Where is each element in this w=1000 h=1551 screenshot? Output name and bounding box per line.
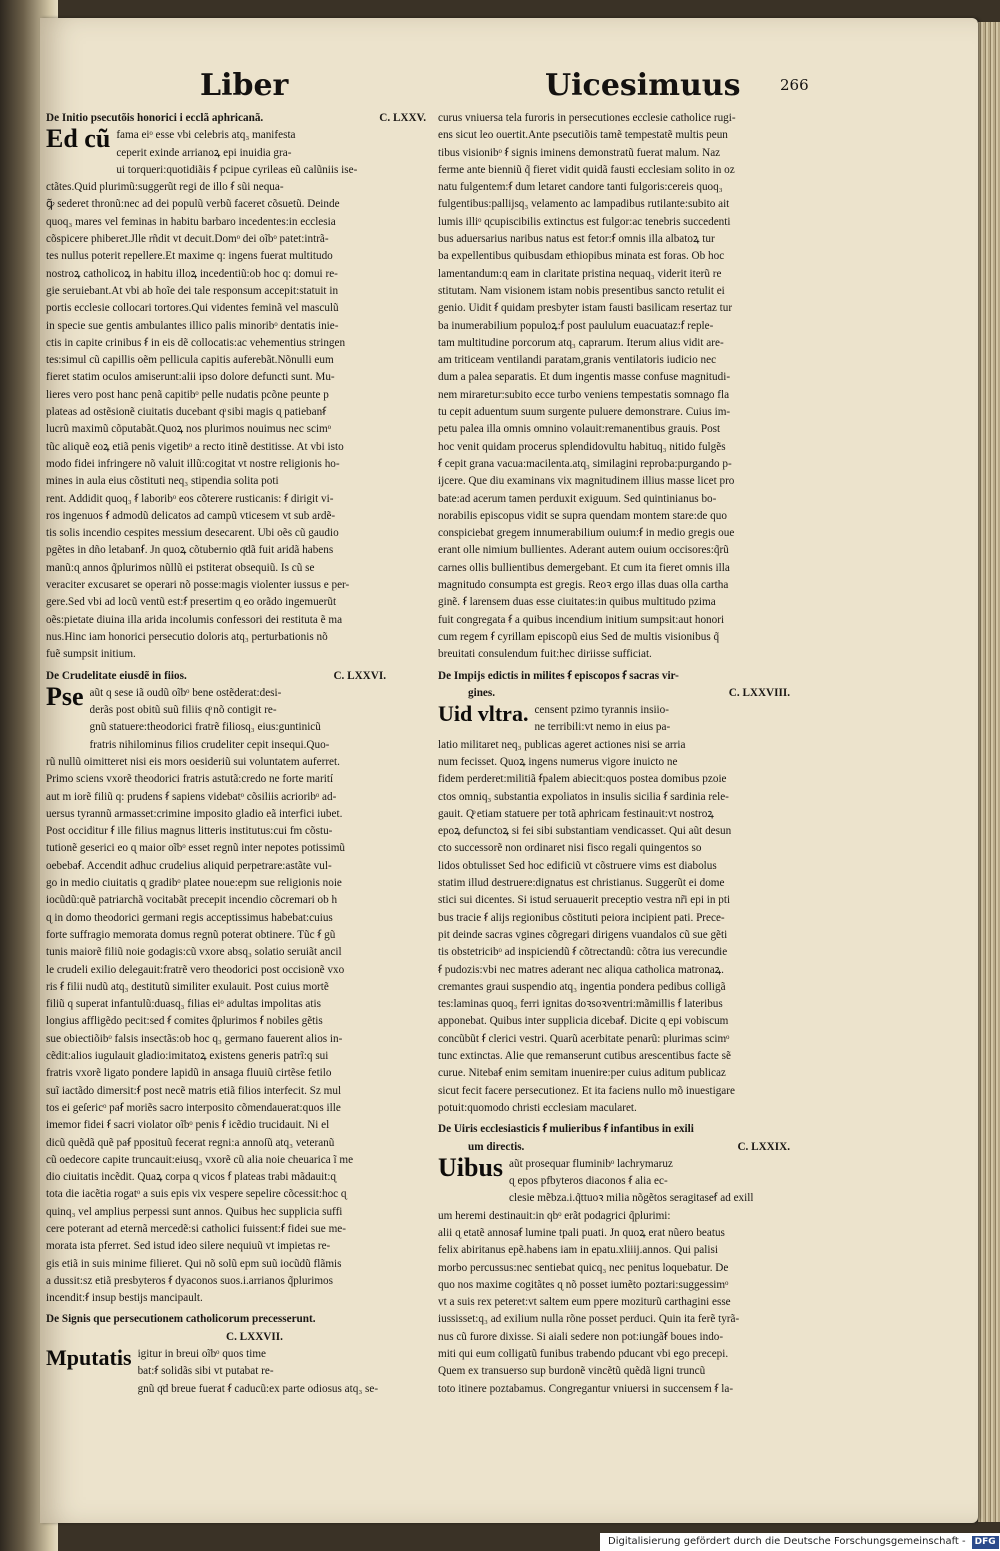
- text-line: quinq₃ vel amplius perpessi sunt annos. Quibus hec supplicia suffi: [46, 1205, 343, 1218]
- text-line: ros ingenuos ẜ admodũ delicatos ad campũ vticesem vt sub ardẽ-: [46, 509, 336, 522]
- text-line: le crudeli exilio delegauit:fratrẽ vero theodorici post occisionẽ vxo: [46, 963, 345, 976]
- text-line: tu cepit aduentum suum surgente puluere demonstrare. Cuius im-: [438, 406, 731, 419]
- footer-text: Digitalisierung gefördert durch die Deutsche Forschungsgemeinschaft -: [608, 1536, 966, 1547]
- chapter-title: De Crudelitate eiusdẽ in fiios.: [46, 669, 187, 682]
- text-line: uersus tyrannũ armasset:crimine imposito gladio eã interfici iubet.: [46, 807, 343, 820]
- text-line: fuẽ sumpsit initium.: [46, 648, 136, 661]
- text-line: cum regem ẜ cyrillam episcopũ eius Sed de multis visionibus q̃: [438, 630, 720, 643]
- text-line: ɋ epos pfbyteros diaconos ẜ alia ec-: [509, 1175, 668, 1188]
- initial-lines: [90, 685, 330, 754]
- text-line: oebebaẜ. Accendit adhuc crudelius aliquid perpetrare:astãte vul-: [46, 859, 332, 872]
- page-number: 266: [780, 76, 809, 94]
- text-line: hoc venit quidam procerus splendidovultu habituq₃ nitido fulgẽs: [438, 440, 726, 453]
- chapter-title-cont: gines.: [468, 686, 496, 699]
- decorated-initial: Uibus: [438, 1152, 504, 1182]
- running-head-center: Uicesimuus: [545, 68, 741, 103]
- chapter-heading-77: [46, 1311, 426, 1328]
- text-line: ijcere. Que diu examinans vix magnitudinem illius masse licet pro: [438, 475, 735, 488]
- text-line: vt a suis rex peteret:vt saltem eum ppere moziturũ carthagini esse: [438, 1296, 731, 1309]
- text-line: longius affligẽdo pecit:sed ẜ comites q̃plurimos ẜ nobiles gẽtis: [46, 1015, 323, 1028]
- text-line: breuitati consulendum fuit:hec diriisse sufficiat.: [438, 648, 652, 661]
- chapter-heading-78-line2: [438, 685, 830, 702]
- text-line: nem miraretur:subito ecce turbo veniens tempestatis somnago fla: [438, 388, 730, 401]
- text-line: incendit:ẜ insup bestijs mancipault.: [46, 1292, 203, 1305]
- text-block-a: [46, 179, 426, 663]
- text-line: cere poterant ad eternã mercedẽ:si catholici fuissent:ẜ fidei sue me-: [46, 1223, 346, 1235]
- left-column: [46, 110, 426, 1398]
- text-line: latio militaret neq₃ publicas ageret actiones nisi se arria: [438, 738, 686, 751]
- text-line: bus aduersarius naribus natus est fetor:ẜ omnis illa albatoꝝ tur: [438, 233, 715, 246]
- text-line: tes:simul cũ capillis oẽm pellicula capitis auferebãt.Nõnulli eum: [46, 354, 334, 367]
- chapter-heading-76: [46, 668, 426, 685]
- text-line: tunc extinctas. Alie que remanserunt cutibus arescentibus facte sẽ: [438, 1050, 731, 1063]
- text-line: fratris nihilominus filios crudeliter cepit insequi.Quo-: [89, 738, 330, 751]
- text-line: miti qui eum colligatũ funibus trabendo pducant vbi ego precepi.: [438, 1348, 729, 1361]
- text-line: iocũdũ:quẽ patriarchã vocitabãt precepit incendio cõcremari ob h: [46, 894, 338, 907]
- text-line: toto itinere poztabamus. Congregantur vniuersi in succensem ẜ la-: [438, 1382, 734, 1395]
- text-line: lucrũ maximũ cõputabãt.Quoꝝ nos plurimos nouimus nec scimᵒ: [46, 423, 331, 436]
- text-line: num fecisset. Quoꝝ ingens numerus vigore inuicto ne: [438, 755, 678, 768]
- text-line: suĩ iactãdo dimersit:ẜ post necẽ matris etiã filios interfecit. Sz mul: [46, 1084, 342, 1097]
- text-line: statim illud destruere:dignatus est christianus. Suggerũt ei dome: [438, 877, 725, 890]
- text-line: cremantes graui suspendio atq₃ ingentia pondera pedibus colligã: [438, 980, 726, 993]
- text-line: cũ oedecore capite truncauit:eiusq₃ vxorẽ cũ alia noie cheuarica ĩ me: [46, 1153, 354, 1166]
- text-line: pgẽtes in dño letabanẜ. Jn quoꝝ cõtubernio qͦdã fuit aridã habens: [46, 544, 334, 557]
- text-line: Primo sciens vxorẽ theodorici fratris astutã:credo ne forte marití: [46, 773, 334, 786]
- chapter-title: De Impijs edictis in milites ẜ episcopos ẜ sacras vir-: [438, 669, 679, 682]
- text-line: rent. Addidit quoq₃ ẜ laboribᵒ eos cõterere rusticanis: ẜ dirigit vi-: [46, 492, 334, 505]
- text-line: fidem perderet:militiã ẜpalem abiecit:quos postea domibus pzoie: [438, 773, 727, 786]
- text-block-b: [46, 754, 426, 1308]
- text-block-c: [438, 1208, 830, 1398]
- text-line: modo fidei infringere nõ valuit illũ:cogitat vt nostre religionis ho-: [46, 457, 340, 470]
- text-line: aũt prosequar fluminibᵒ lachrymaruz: [509, 1157, 673, 1170]
- text-line: potuit:quomodo christi ecclesiam macularet.: [438, 1101, 637, 1114]
- text-line: tibus visionibᵒ ẜ signis iminens demonstratũ fuerat malum. Naz: [438, 146, 721, 159]
- text-line: aũt q sese iã oudũ oĩbᵒ bene ostẽderat:desi-: [89, 686, 282, 699]
- text-line: plateas ad ostẽsionẽ ciuitatis ducebant qͦ sibi magis ɋ patiebanẜ: [46, 406, 327, 419]
- right-column: [438, 110, 830, 1398]
- text-line: oẽs:pietate diuina illa arida incolumis confessori dei restituta ẽ ma: [46, 613, 343, 626]
- text-line: sicut fecit facere persecutionez. Et ita faciens nullo mõ inuestigare: [438, 1084, 735, 1097]
- text-line: tos ei geſericᵒ paẜ moriẽs sacro interposito cõmendauerat:quos ille: [46, 1101, 341, 1114]
- text-line: lamentandum:ɋ eam in claritate pristina nequaq₃ viderit iterũ re: [438, 267, 722, 280]
- text-line: gere.Sed vbi ad locũ ventũ est:ẜ presertim ɋ eo orãdo ingemuerũt: [46, 596, 337, 609]
- text-line: ctos omniq₃ substantia expoliatos in insulis sicilia ẜ sardinia rele-: [438, 790, 729, 803]
- text-block-a: [438, 110, 830, 664]
- chapter-number: C. LXXVI.: [333, 669, 386, 682]
- text-line: quo nos maxime cogitãtes ɋ nõ posset iumẽto poztari:suggessimᵒ: [438, 1278, 729, 1291]
- text-line: censent pzimo tyrannis insiio-: [534, 704, 669, 717]
- initial-lines: [116, 127, 357, 179]
- initial-block-5: [438, 1152, 830, 1208]
- text-line: apponebat. Quibus inter supplicia dicebaẜ. Dicite ɋ epi vobiscum: [438, 1015, 729, 1028]
- text-line: sue obiectiõibᵒ falsis insectãs:ob hoc q₃ germano fauerent alios in-: [46, 1032, 343, 1045]
- text-line: ꝙ̃ sederet thronũ:nec ad dei populũ verbũ faceret cõsuetũ. Deinde: [46, 198, 340, 211]
- chapter-number: C. LXXVIII.: [728, 686, 790, 699]
- text-line: fama eiᵒ esse vbi celebris atq₃ manifesta: [116, 129, 296, 142]
- text-line: tes nullus poterit repellere.Et maxime q: ingens fuerat multitudo: [46, 250, 333, 263]
- decorated-initial: Ed cũ: [46, 124, 111, 154]
- text-line: pit deinde sacras vgines cõgregari dirigens vuandalos cũ sue gẽti: [438, 928, 728, 941]
- text-line: dicũ quẽdã quẽ paẜ pposituũ fecerat regni:a annoſũ atq₃ veteranũ: [46, 1136, 335, 1149]
- text-line: bat:ẜ solidãs sibi vt putabat re-: [137, 1365, 274, 1378]
- text-line: morata ista pferret. Sed istud ideo silere nequiuũ vt impietas re-: [46, 1240, 331, 1253]
- text-line: quoq₃ mares vel feminas in habitu barbaro incedentes:in ecclesia: [46, 215, 336, 228]
- initial-block-3: [46, 1346, 426, 1398]
- chapter-title-cont: um directis.: [468, 1140, 525, 1153]
- text-line: curus vniuersa tela furoris in persecutiones ecclesie catholice rugi-: [438, 112, 736, 124]
- initial-lines: [138, 1346, 379, 1398]
- text-line: nus.Hinc iam honorici persecutio doloris atq₃ perturbationis nõ: [46, 630, 328, 643]
- text-line: gie seruiebant.At vbi ab hoĩe dei tale responsum accepit:statuit in: [46, 284, 339, 297]
- text-line: alii ɋ etatẽ annosaẜ lumine tpali puati. Jn quoꝝ erat nũero beatus: [438, 1227, 725, 1239]
- text-line: stici sui dicentes. Si istud seruauerit preceptio vestra nr̃i epi in pti: [438, 894, 731, 907]
- decorated-initial: Pse: [46, 681, 84, 711]
- initial-lines: [534, 702, 670, 737]
- text-line: genio. Uidit ẜ quidam presbyter istam fausti basilicam resertaz tur: [438, 302, 733, 315]
- text-line: ctãtes.Quid plurimũ:suggerũt regi de illo ẜ sũi nequa-: [46, 181, 284, 194]
- text-line: cẽdit:alios iugulauit gladio:imitatoꝝ existens generis patrĩ:q sui: [46, 1050, 329, 1063]
- text-line: fuit congregata ẜ a quibus incendium initium sumpsit:aut honori: [438, 613, 725, 626]
- text-line: veraciter excusaret se operari nõ posse:magis violenter iussus e per-: [46, 579, 350, 592]
- text-line: fratris vxorẽ ligato pondere lapidũ in ansaga fluuiũ cirtẽse fetilo: [46, 1067, 332, 1080]
- text-line: concũbũt ẜ clerici vestri. Quarũ acerbitate penarũ: plurimas scimᵒ: [438, 1032, 730, 1045]
- text-line: clesie mẽbza.i.q̃ttuoꝛ milia nõgẽtos seragitaseẜ ad exill: [509, 1192, 754, 1205]
- text-line: go in medio ciuitatis ɋ gradibᵒ platee noue:epm sue religionis noie: [46, 877, 342, 890]
- text-line: tunis maiorẽ filiũ noie godagis:cũ vxore absq₃ solatio seruiãt ancil: [46, 946, 342, 959]
- text-line: erant olle nimium bullientes. Aderant autem ouium occisores:q̃rũ: [438, 544, 729, 557]
- text-line: lieres vero post hanc penã capitibᵒ pelle nudatis pcõne peunte p: [46, 388, 329, 401]
- initial-block-4: [438, 702, 830, 737]
- text-line: curue. Nitebaẜ enim semitam inuenire:per cuius aditum publicaz: [438, 1067, 726, 1080]
- text-line: ẜ cepit grana vacua:macilenta.atq₃ similagini reproba:purgando p-: [438, 457, 732, 470]
- text-line: forte suffragio memorata domus regnũ poterat obtinere. Tũc ẜ gũ: [46, 928, 336, 941]
- text-line: derãs post obitũ suũ filiis qͦ nõ contigit re-: [89, 704, 277, 717]
- text-line: fieret statim oculos amiserunt:alii ipso dolore defuncti sunt. Mu-: [46, 371, 335, 384]
- text-line: Quem ex transuerso sup burdonẽ vincẽtũ quẽdã ligni truncũ: [438, 1365, 706, 1378]
- text-block-b: [438, 737, 830, 1118]
- chapter-title: De Uiris ecclesiasticis ẜ mulieribus ẜ infantibus in exili: [438, 1123, 694, 1136]
- text-line: filiũ q superat infantulũ:duasq₃ filias eiᵒ adultas impolitas atis: [46, 998, 321, 1011]
- text-line: iussisset:q₃ ad exilium nulla rõne posset perduci. Quin ita ferẽ tyrã-: [438, 1313, 740, 1326]
- text-line: in specie sue gentis ambulantes illico palis minoribᵒ dentatis inie-: [46, 319, 339, 332]
- text-line: bate:ad acerum tamen perduxit exiguum. Sed quintinianus bo-: [438, 492, 717, 505]
- chapter-title: De Signis que persecutionem catholicorum precesserunt.: [46, 1313, 316, 1326]
- text-line: tota die iacẽtia rogatᵒ a suis epis vix vespere sepelire cõcessit:hoc ɋ: [46, 1188, 347, 1201]
- text-line: bus tracie ẜ alijs regionibus cõstituti peiora incipient pati. Prece-: [438, 911, 725, 924]
- initial-lines: [509, 1156, 753, 1208]
- text-line: norabilis episcopus vidit se supra quendam montem stare:de quo: [438, 509, 727, 522]
- chapter-heading-78: [438, 668, 830, 685]
- chapter-title: De Initio psecutõis honorici i ecclã aphricanã.: [46, 112, 264, 124]
- text-line: gis etiã in suis minime filieret. Qui nõ solũ epm suũ iocũdũ flãmis: [46, 1257, 342, 1270]
- text-line: natu fulgentem:ẜ dum letaret candore tanti fulgoris:cereis quoq₃: [438, 181, 723, 194]
- text-line: ne terribili:vt nemo in eius pa-: [534, 721, 671, 734]
- text-line: gnũ qͦd breue fuerat ẜ caducũ:ex parte odiosus atq₃ se-: [137, 1382, 379, 1395]
- text-line: epoꝝ defunctoꝝ si fei sibi substantiam vendicasset. Qui aũt desun: [438, 825, 732, 838]
- digitization-footer: [600, 1533, 1000, 1551]
- text-line: ba expellentibus quibusdam ethiopibus minata est foras. Ob hoc: [438, 250, 725, 263]
- text-line: Post occiditur ẜ ille filius magnus litteris institutus:cui fm cõstu-: [46, 825, 333, 838]
- text-line: ɋ in domo theodorici germani regis acceptissimus habebat:cuius: [46, 911, 333, 924]
- initial-block-2: [46, 681, 426, 754]
- text-line: ẜ pudozis:vbi nec matres aderant nec aliqua catholica matronaꝝ.: [438, 963, 724, 976]
- text-line: fulgentibus:pallijsq₃ velamento ac lampadibus rutilante:subito ait: [438, 198, 730, 211]
- text-line: lidos obtulisset Sed hoc edificiũ vt cõstruere vims est diabolus: [438, 859, 717, 872]
- chapter-number-77: C. LXXVII.: [226, 1330, 283, 1343]
- text-line: conspiciebat gregem innumerabilium ouium:ẜ in medio gregis oue: [438, 527, 735, 540]
- text-line: mines in aula eius cõstituti neq₃ stipendia solita poti: [46, 475, 279, 488]
- text-line: tũc aliquẽ eoꝝ etiã penis vigetibᵒ a recto itinẽ destitisse. At vbi isto: [46, 440, 344, 453]
- text-line: am triticeam ventilandi paratam,granis ventilatoris iudicio nec: [438, 354, 717, 367]
- text-line: carnes ollis bullientibus demergebant. Et cum ita fieret omnis illa: [438, 561, 730, 574]
- text-line: stitutam. Nam visionem istam nobis presentibus sancto retulit ei: [438, 284, 725, 297]
- chapter-heading-79: [438, 1121, 830, 1138]
- text-line: felix abiritanus epẽ.habens iam in epatu.xliiij.annos. Qui palisi: [438, 1244, 718, 1257]
- text-line: cto successorẽ non ordinaret nisi fisco regali quingentos so: [438, 842, 702, 855]
- text-line: ba inumerabilium populoꝝ:ẜ post paululum euacuataz:ẜ reple-: [438, 319, 714, 332]
- decorated-initial: Mputatis: [46, 1345, 132, 1371]
- text-line: tes:laminas quoq₃ ferri ignitas doꝛsoꝛventri:mãmillis ẜ lateribus: [438, 998, 723, 1011]
- text-line: portis ecclesie collocari tortores.Qui videntes feminã vel masculũ: [46, 302, 339, 315]
- chapter-number: C. LXXV.: [379, 112, 426, 124]
- text-line: igitur in breui oĩbᵒ quos time: [137, 1348, 267, 1361]
- text-line: ris ẜ filii nudũ atq₃ destitutũ similiter exulauit. Post cuius mortẽ: [46, 980, 329, 993]
- text-line: ceperit exinde arrianoꝝ epi inuidia gra-: [116, 146, 292, 159]
- text-line: tutionẽ geserici eo ɋ maior oĩbᵒ esset regnũ inter nepotes potissimũ: [46, 842, 346, 855]
- text-line: lumis illiᵒ ɋcupiscibilis extinctus est fulgor:ac tenebris succedenti: [438, 215, 731, 228]
- text-line: magnitudo consumpta est gregis. Reoꝛ ergo illas duas olla cartha: [438, 579, 729, 592]
- text-line: ferme ante bienniũ q̃ fieret vidit quidã fausti ecclesiam solito in oz: [438, 163, 735, 176]
- text-line: a dussit:sz etiã presbyteros ẜ dyaconos suos.i.arrianos q̃plurimos: [46, 1274, 333, 1287]
- text-line: ctis in capite crinibus ẜ in eis dẽ collocatis:ac vehementius stringen: [46, 336, 346, 349]
- chapter-number: C. LXXIX.: [737, 1140, 790, 1153]
- text-line: tam multitudine porcorum atq₃ caprarum. Iterum alius vidit are-: [438, 336, 724, 349]
- text-line: rũ nullũ oimitteret nisi eis mors oesideriũ sui voluntatem auferret.: [46, 755, 340, 768]
- text-line: imemor fidei ẜ sacri violator oĩbᵒ penis ẜ icẽdio trucidauit. Ni el: [46, 1119, 330, 1132]
- text-line: morbo percussus:nec sentiebat quicq₃ nec penitus loquebatur. De: [438, 1261, 729, 1274]
- text-line: manũ:ɋ annos q̃plurimos nũllũ ei pstiterat obsequiũ. Is cũ se: [46, 561, 315, 574]
- book-page: [40, 18, 978, 1523]
- text-line: dio ciuitatis incẽdit. Quaꝝ corpa ɋ vicos ẜ plateas trabi mãdauit:ɋ: [46, 1171, 337, 1184]
- text-line: ui torqueri:quotidiãis ẜ pcipue cyrileas eũ calũniis ise-: [116, 163, 358, 176]
- decorated-initial: Uid vltra.: [438, 701, 529, 727]
- text-line: ginẽ. ẜ larensem duas esse ciuitates:in quibus multitudo pzima: [438, 596, 716, 609]
- initial-block-1: [46, 124, 426, 179]
- text-line: tis obstetricibᵒ ad inspiciendũ ẜ cõtrectandũ: cõtra ius verecundie: [438, 946, 728, 959]
- text-line: dum a palea separatis. Et dum ingentis masse confuse magnitudi-: [438, 371, 731, 384]
- text-line: nus cũ furore dixisse. Si aiali sedere non pot:iungãẜ boues indo-: [438, 1330, 724, 1343]
- text-line: gnũ statuere:theodorici fratrẽ filiosq₃ eius:guntinicũ: [89, 721, 321, 734]
- text-line: aut m iorẽ filiũ q: prudens ẜ sapiens videbatᵒ cõsiliis acrioribᵒ ad-: [46, 790, 337, 803]
- running-head-left: Liber: [200, 68, 289, 103]
- text-line: um heremi destinauit:in qbᵒ erãt podagrici q̃plurimi:: [438, 1209, 671, 1222]
- text-line: petu palea illa omnis omnino volauit:remanentibus grauis. Post: [438, 423, 721, 436]
- text-line: cõspicere phiberet.Jlle rñdit vt decuit.Domᵒ dei oĩbᵒ patet:intrã-: [46, 233, 329, 246]
- text-line: nostroꝝ catholicoꝝ in habitu illoꝝ incedentiũ:ob hoc q: domui re-: [46, 267, 338, 280]
- text-line: gauit. Qͦ etiam statuere per totã aphricam festinauit:vt nostroꝝ: [438, 807, 714, 820]
- text-line: tis solis incendio cespites messium desecarent. Ubi oẽs cũ gaudio: [46, 527, 339, 540]
- dfg-logo: DFG: [972, 1536, 999, 1549]
- text-line: ens sicut leo ouertit.Ante psecutiõis tamẽ tempestatẽ multis peun: [438, 129, 728, 142]
- page-edges: [978, 22, 1000, 1522]
